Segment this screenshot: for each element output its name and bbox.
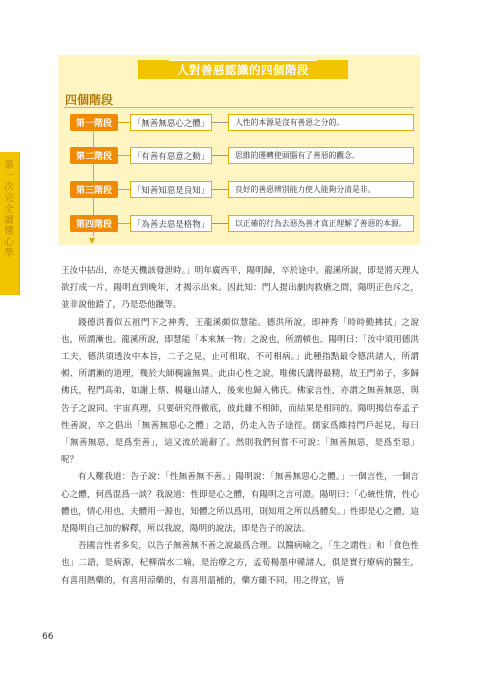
body-paragraph-4: 吾國言性者多矣，以告子無善無不善之說最爲合理。以醫病喻之，「生之謂性」和「食色性也」二語，是病源，杞柳湍水二喻，是治療之方，孟荀楊墨申韓諸人，俱是實行療病的醫生，有喜用熱藥的，有喜用涼藥的，有喜用溫補的，藥方雖不同，用之得宜，皆 [61,541,419,586]
stage-4-label: 第四階段 [70,215,118,232]
stage-3-label: 第三階段 [70,181,118,198]
stage-1-quote: 「無善無惡心之體」 [130,114,212,131]
stage-4-quote: 「為善去惡是格物」 [130,215,212,232]
stage-4-desc: 以正確的行為去惡為善才真正理解了善惡的本源。 [228,215,414,232]
stage-2-quote: 「有善有惡意之動」 [130,147,212,164]
body-paragraph-3: 有人難我道：告子說：「性無善無不善。」陽明說：「無善無惡心之體。」一個言性，一個言心之體，何爲混爲一談？我說道：性即是心之體，有陽明之言可證。陽明曰：「心統性情，性心體也，情心用也，夫體用一源也，知體之所以爲用，則知用之所以爲體矣。」性即是心之體，這是陽明自己加的解釋，所以我說，陽明的說法，即是告子的說法。 [61,472,419,535]
stage-2-mid-link [212,155,228,156]
stage-1-mid-link [212,122,228,123]
stage-2-desc: 思維的運轉使頭腦有了善惡的觀念。 [228,147,414,164]
stage-4-link [118,223,130,224]
stage-1-link [118,122,130,123]
diagram-title-bar [138,60,348,79]
heading-divider [64,107,414,108]
page-number: 66 [42,632,54,642]
side-tab-text: 第一次完全讀懂心學 [4,160,14,259]
body-paragraph-2: 錢德洪養似五祖門下之神秀，王龍溪頗似慧能。德洪所說，即神秀「時時勤拂拭」之說也，所謂漸也。龍溪所說，即慧能「本來無一物」之說也，所謂頓也。陽明曰：「汝中須用德洪工夫，德洪須透汝中本旨，二子之見，止可相取，不可相病。」此種指點最令德洪諸人，所謂頓、所謂漸的道理，幾於大師稠諭無異。此由心性之說，唯佛氏講得最精，故王門弟子，多歸佛氏，程門高弟，如謝上蔡、楊龜山諸人，後來也歸入佛氏。佛家言性，亦謂之無善無惡，與告子之說同。宇宙真理，只要研究得徹底，彼此雖不相師，而結果是相同的。陽明揭信奉孟子性善說，卒之倡出「無善無惡心之體」之語，仍走入告子途徑。儒家爲維持門戶起見，每曰「無善無惡，是爲至善」，這又流於詭辭了。然則我們何嘗不可說：「無善無惡，是爲至惡」呢？ [61,317,419,466]
stage-1-desc: 人性的本源是沒有善惡之分的。 [228,114,414,131]
down-arrow-icon: ▼ [89,236,96,245]
body-text [61,263,419,590]
stage-4-mid-link [212,223,228,224]
body-paragraph-1: 王汝中拈出，亦是天機該發泄時。」明年廣西平，陽明歸，卒於途中。龍溪所說，即是將天理人欲打成一片，陽明直到晚年，才揭示出來。因此知：門人提出劇肉救瘡之間，陽明正色斥之，並非說他錯了，乃是恐他躐等。 [61,266,419,311]
stage-3-desc: 良好的善惡辨別能力使人能夠分清是非。 [228,181,414,198]
diagram-heading: 四個階段 [65,93,114,107]
stage-2-label: 第二階段 [70,147,118,164]
stage-1-label: 第一階段 [70,114,118,131]
diagram-title: 人對善惡認識的四個階段 [169,60,317,80]
stage-2-link [118,155,130,156]
stage-3-link [118,189,130,190]
stage-3-mid-link [212,189,228,190]
stage-3-quote: 「知善知惡是良知」 [130,181,212,198]
